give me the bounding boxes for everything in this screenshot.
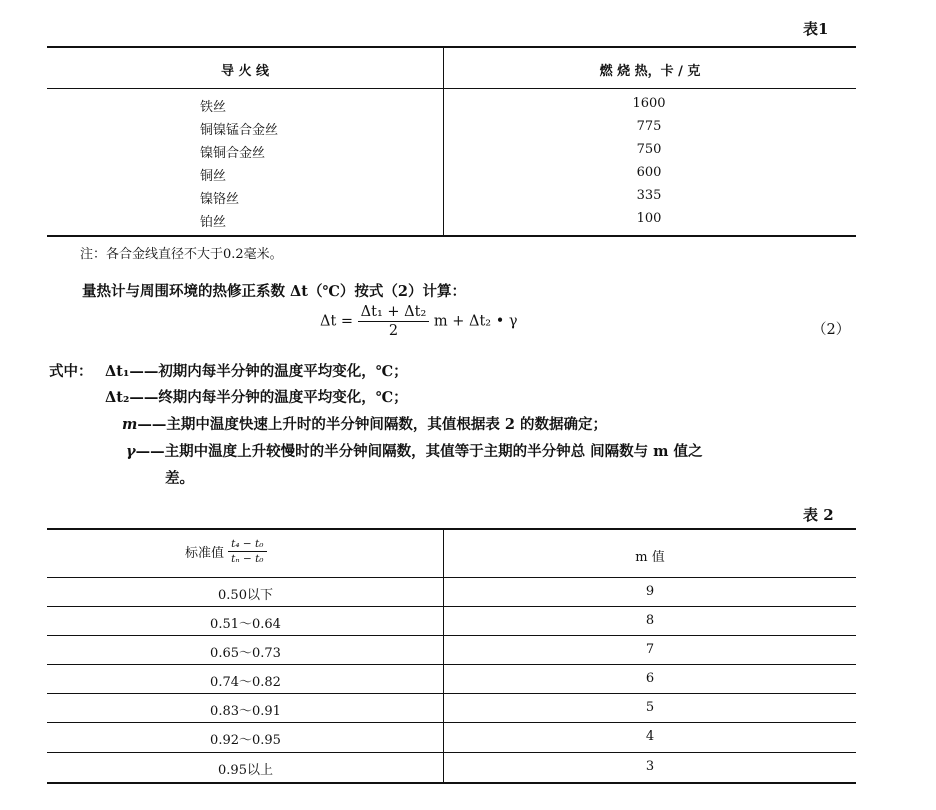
table1-header-col2: 燃 烧 热，卡 / 克: [599, 64, 701, 79]
where-item: [105, 386, 408, 407]
where-symbol: γ: [126, 443, 136, 460]
intro-paragraph: 量热计与周围环境的热修正系数 Δt（℃）按式（2）计算：: [82, 283, 466, 300]
formula-denominator: 2: [388, 323, 399, 339]
where-description: ——终期内每半分钟的温度平均变化，℃；: [129, 389, 408, 406]
table2-range: 0.92～0.95: [210, 733, 281, 748]
where-label: 式中：: [49, 363, 93, 380]
formula-numerator: Δt₁ + Δt₂: [358, 304, 430, 322]
where-description: ——初期内每半分钟的温度平均变化，℃；: [129, 363, 408, 380]
table2-range: 0.83～0.91: [210, 704, 281, 719]
table1-row-name: 镍铬丝: [200, 192, 240, 207]
table2-m-value: 5: [645, 700, 655, 715]
table1-header-rule: [47, 88, 856, 89]
table1-row-name: 铜镍锰合金丝: [200, 123, 279, 138]
formula-number: （2）: [812, 322, 851, 338]
where-description: ——主期中温度上升较慢时的半分钟间隔数，其值等于主期的半分钟总 间隔数与 m 值之: [135, 443, 703, 460]
formula-lhs: Δt =: [320, 313, 354, 330]
table2-m-value: 9: [645, 584, 655, 599]
table2-header-denominator: tₙ − t₀: [231, 553, 264, 565]
table2-m-value: 3: [645, 759, 655, 774]
table2-range: 0.65～0.73: [210, 646, 281, 661]
table2-rule: [47, 664, 856, 665]
table2-m-value: 7: [645, 642, 655, 657]
table2-rule: [47, 722, 856, 723]
table1-row-value: 750: [636, 142, 662, 157]
table2-range: 0.50以下: [218, 588, 273, 603]
table1-caption: 表1: [803, 20, 829, 38]
formula-fraction: [358, 304, 430, 339]
table1-note: 注：各合金线直径不大于0.2毫米。: [80, 247, 283, 262]
table1-row-name: 铂丝: [200, 215, 227, 230]
table1-row-value: 600: [636, 165, 662, 180]
table2-caption: 表 2: [803, 506, 834, 524]
table2-rule: [47, 577, 856, 578]
table1-row-name: 镍铜合金丝: [200, 146, 266, 161]
table2-header-numerator: t₄ − t₀: [228, 538, 266, 552]
table2-m-value: 8: [645, 613, 655, 628]
table2-bottom-rule: [47, 782, 856, 784]
table1-header-col1: 导 火 线: [220, 64, 270, 79]
table1-row-value: 335: [636, 188, 662, 203]
table2-m-value: 6: [645, 671, 655, 686]
table2-range: 0.74～0.82: [210, 675, 281, 690]
where-symbol: Δt₂: [105, 389, 130, 406]
where-symbol: m: [122, 416, 138, 433]
formula-2: [320, 304, 518, 339]
where-description: ——主期中温度快速上升时的半分钟间隔数，其值根据表 2 的数据确定；: [137, 416, 608, 433]
where-item: [126, 440, 703, 461]
where-continuation: 差。: [165, 470, 194, 487]
table1-row-name: 铜丝: [200, 169, 227, 184]
table1-row-value: 775: [636, 119, 662, 134]
where-symbol: Δt₁: [105, 363, 130, 380]
table1-row-value: 100: [636, 211, 662, 226]
table2-range: 0.95以上: [218, 763, 273, 778]
table2-header-col1: [185, 538, 267, 565]
table2-m-value: 4: [645, 729, 655, 744]
table2-rule: [47, 693, 856, 694]
table2-rule: [47, 635, 856, 636]
formula-rest: m + Δt₂ • γ: [433, 313, 518, 330]
table2-header-fraction: [228, 538, 266, 565]
table1-row-name: 铁丝: [200, 100, 227, 115]
table2-header-col2: m 值: [635, 550, 665, 565]
table2-range: 0.51～0.64: [210, 617, 281, 632]
table1-row-value: 1600: [632, 96, 666, 111]
where-item: [105, 360, 408, 381]
table2-top-rule: [47, 528, 856, 530]
table2-header-prefix: 标准值: [185, 546, 225, 561]
table1-top-rule: [47, 46, 856, 48]
table2-rule: [47, 606, 856, 607]
table2-rule: [47, 752, 856, 753]
where-item: [122, 413, 607, 434]
table1-bottom-rule: [47, 235, 856, 237]
